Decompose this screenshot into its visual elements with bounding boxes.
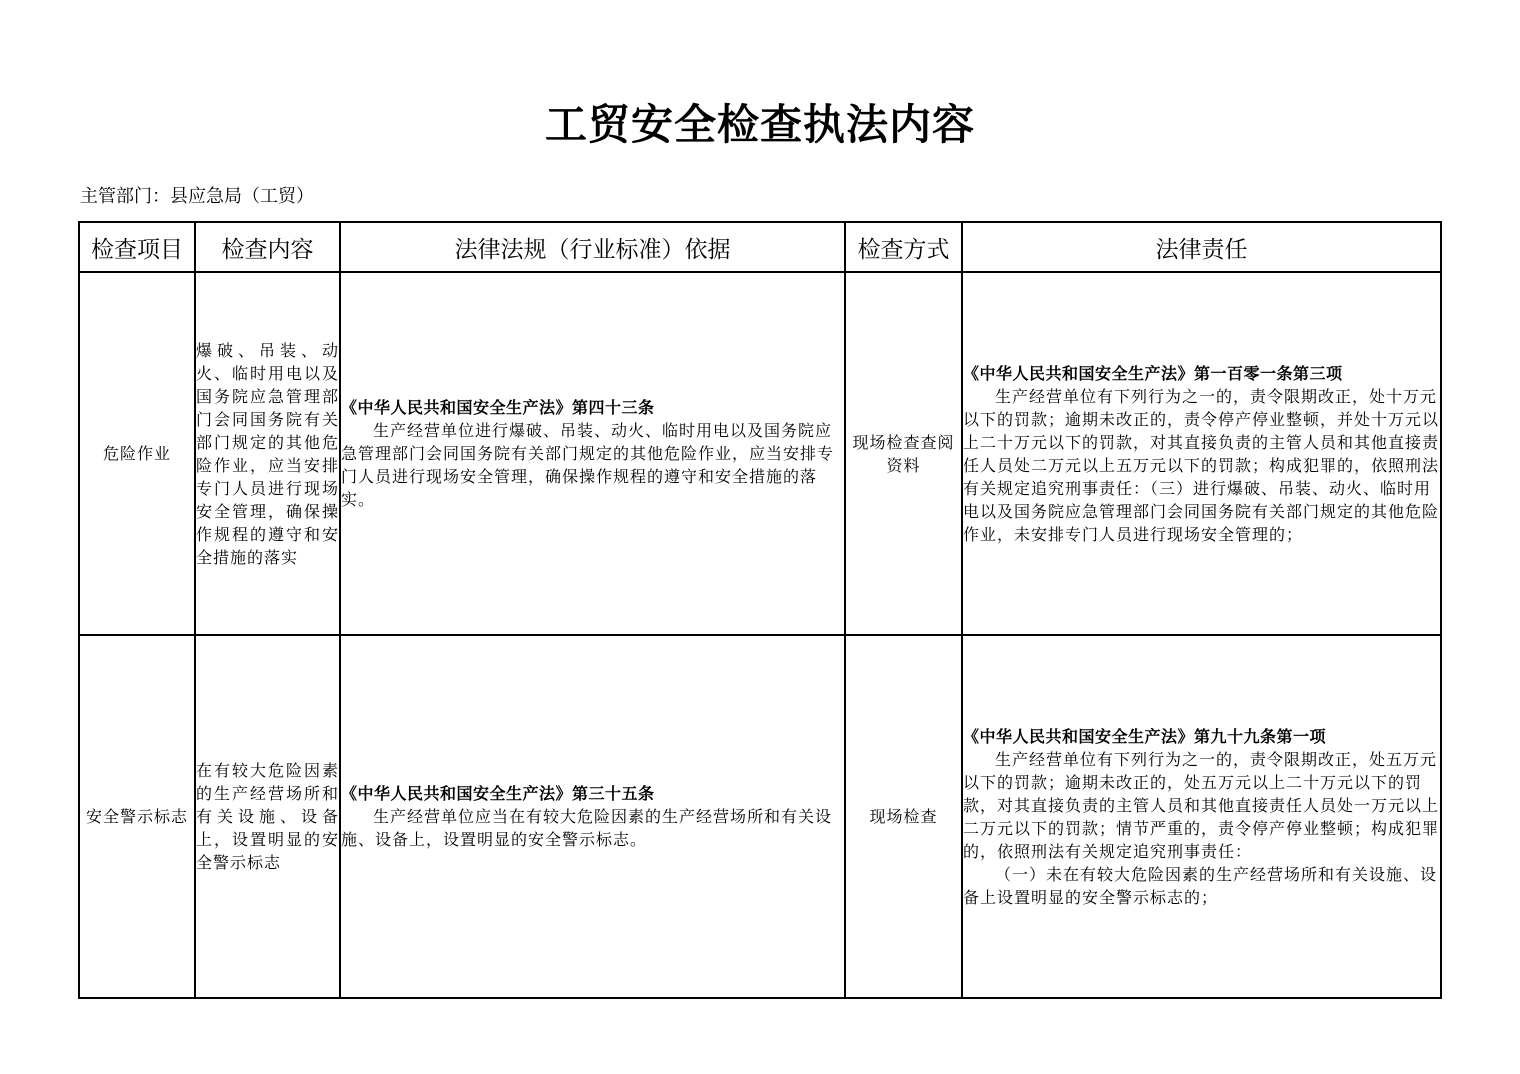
table-row bbox=[79, 635, 1441, 998]
row-content: 在有较大危险因素的生产经营场所和有关设施、设备上，设置明显的安全警示标志 bbox=[195, 635, 340, 998]
liability-law-text: 生产经营单位有下列行为之一的，责令限期改正，处十万元以下的罚款；逾期未改正的，责令停产停业整顿，并处十万元以上二十万元以下的罚款，对其直接负责的主管人员和其他直接责任人员处二万元以上五万元以下的罚款；构成犯罪的，依照刑法有关规定追究刑事责任：（三）进行爆破、吊装、动火、临时用电以及国务院应急管理部门会同国务院有关部门规定的其他危险作业，未安排专门人员进行现场安全管理的； bbox=[963, 386, 1440, 544]
basis-law-text: 生产经营单位应当在有较大危险因素的生产经营场所和有关设施、设备上，设置明显的安全警示标志。 bbox=[341, 807, 833, 849]
header-content: 检查内容 bbox=[195, 222, 340, 272]
basis-law-reference: 《中华人民共和国安全生产法》第三十五条 bbox=[341, 784, 655, 803]
table-header-row bbox=[79, 222, 1441, 272]
header-item: 检查项目 bbox=[79, 222, 195, 272]
liability-law-reference: 《中华人民共和国安全生产法》第九十九条第一项 bbox=[963, 726, 1327, 746]
liability-law-item: （一）未在有较大危险因素的生产经营场所和有关设施、设备上设置明显的安全警示标志的； bbox=[963, 864, 1438, 907]
department-label: 主管部门：县应急局（工贸） bbox=[80, 186, 314, 207]
row-basis bbox=[340, 635, 845, 998]
header-method: 检查方式 bbox=[845, 222, 962, 272]
row-basis bbox=[340, 272, 845, 635]
row-liability bbox=[962, 635, 1441, 998]
basis-law-reference: 《中华人民共和国安全生产法》第四十三条 bbox=[341, 398, 655, 417]
row-content: 爆破、吊装、动火、临时用电以及国务院应急管理部门会同国务院有关部门规定的其他危险作业，应当安排专门人员进行现场安全管理，确保操作规程的遵守和安全措施的落实 bbox=[195, 272, 340, 635]
liability-law-reference: 《中华人民共和国安全生产法》第一百零一条第三项 bbox=[963, 363, 1343, 383]
header-liability: 法律责任 bbox=[962, 222, 1441, 272]
row-item: 安全警示标志 bbox=[79, 635, 195, 998]
liability-law-text: 生产经营单位有下列行为之一的，责令限期改正，处五万元以下的罚款；逾期未改正的，处五万元以上二十万元以下的罚款，对其直接负责的主管人员和其他直接责任人员处一万元以上二万元以下的罚款；情节严重的，责令停产停业整顿；构成犯罪的，依照刑法有关规定追究刑事责任： bbox=[963, 749, 1440, 861]
row-method: 现场检查查阅资料 bbox=[845, 272, 962, 635]
row-item: 危险作业 bbox=[79, 272, 195, 635]
row-method: 现场检查 bbox=[845, 635, 962, 998]
inspection-table bbox=[78, 221, 1442, 999]
basis-law-text: 生产经营单位进行爆破、吊装、动火、临时用电以及国务院应急管理部门会同国务院有关部门规定的其他危险作业，应当安排专门人员进行现场安全管理，确保操作规程的遵守和安全措施的落实。 bbox=[341, 421, 835, 509]
table-row bbox=[79, 272, 1441, 635]
row-liability bbox=[962, 272, 1441, 635]
header-basis: 法律法规（行业标准）依据 bbox=[340, 222, 845, 272]
page-title: 工贸安全检查执法内容 bbox=[544, 100, 975, 149]
